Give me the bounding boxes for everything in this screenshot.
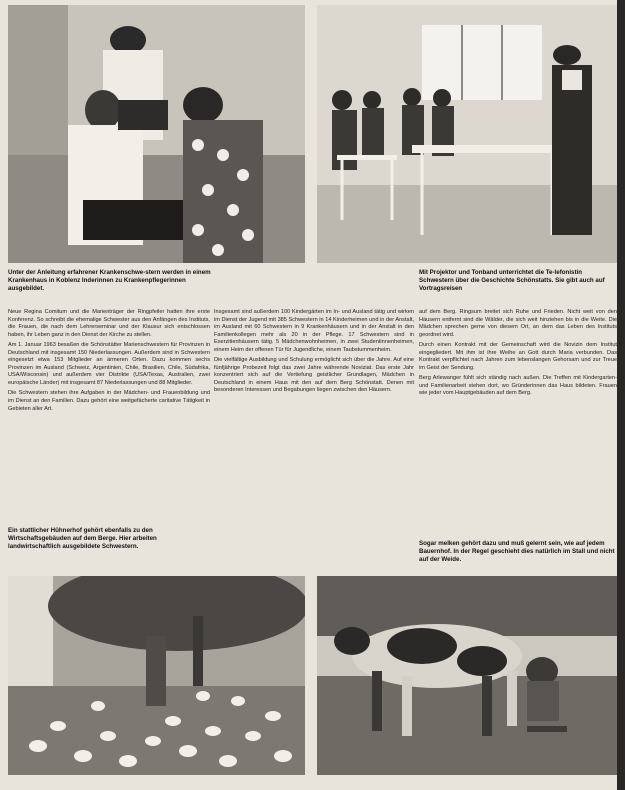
- photo-nurse-training: [8, 5, 305, 263]
- photo-cow-milking: [317, 576, 617, 775]
- photo-classroom: [317, 5, 617, 263]
- photo-nurse-training-image: [8, 5, 305, 263]
- text-column-left: [8, 309, 210, 524]
- paragraph: Neue Regina Comitum und die Marienträger der Ringpfeiler hatten ihre erste Konferenz. So schreibt die ehemalige Schwester aus den Anfängen des Instituts, die Frauen, die nach dem Lehrerseminar und der Klausur sich entschlossen haben, ihr Leben ganz in den Dienst der Kirche zu stellen.: [8, 309, 210, 338]
- photo-chicken-yard: [8, 576, 305, 775]
- paragraph: Insgesamt sind außerdem 100 Kindergärten im In- und Ausland tätig und wirken im Dienst der Jugend mit 385 Schwestern in 14 Kinderheimen und in der Anstalt, im Ausland mit 60 Schwestern in 9 Krankenhäusern und in der Anstalt in den Familienkollegen mehr als 20 in der Pflege. 17 Schwestern sind in Exerzitienhäusern tätig. 5 Mädchenwohnheimen, in zwei Studentinnenheimen, einem Heim der offenen Tür für Jugendliche, einem Taubstummenheim.: [214, 309, 414, 353]
- caption-chicken-yard: Ein stattlicher Hühnerhof gehört ebenfalls zu den Wirtschaftsgebäuden auf dem Berge. Hier arbeiten landwirtschaftlich ausgebildete Schwestern.: [8, 527, 157, 551]
- text-column-middle: [214, 309, 414, 561]
- paragraph: Am 1. Januar 1963 besaßen die Schönstätter Marienschwestern für Provinzen in Deutschland mit insgesamt 150 Niederlassungen. Außerdem sind in Schwestern eingesetzt etwa 153 Mitglieder an ärmeren Orten. Dazu kommen sechs Provinzen im Ausland (Schweiz, Argentinien, Chile, Brasilien, Chile, Südafrika, USA/Wisconsin) und außerdem vier Distrikte (USA/Texas, Australien, zwei europäische Länder) mit insgesamt 87 Niederlassungen und 88 Mitglieder.: [8, 342, 210, 386]
- photo-classroom-image: [317, 5, 617, 263]
- caption-milking: Sogar melken gehört dazu und muß gelernt sein, wie auf jedem Bauernhof. In der Regel geschieht dies natürlich im Stall und nicht auf der Weide.: [419, 540, 615, 564]
- photo-chicken-yard-image: [8, 576, 305, 775]
- paragraph: Berg Arlewanger fühlt sich ständig nach außen. Die Treffen mit Kindergarten- und Familienarbeit stehen dort, wo Gründerinnen das Haus bildeten. Frauen wie jeder vom Hauptgebäuden auf dem Berg.: [419, 375, 617, 397]
- paragraph: Die vielfältige Ausbildung und Schulung ermöglicht sich über die Jahre. Auf eine fünfjährige Probezeit folgt das zwei Jahre währende Noviziat. Das erste Jahr konzentriert sich auf die Vertiefung geistlicher Grundlagen, Mädchen in Deutschland in einem Haus mit den auf dem Berg Schönstatt. Denen mit besonderen Interessen und Begabungen liegen zwischen den Häusern.: [214, 357, 414, 394]
- text-column-right: [419, 309, 617, 534]
- photo-cow-milking-image: [317, 576, 617, 775]
- paragraph: Durch einen Kontrakt mit der Gemeinschaft wird die Novizin dem Institut eingegliedert. Mit ihm ist ihre Weihe an Gott durch Maria verbunden. Das Kontrakt verpflichtet nach Jahren zum lebenslangen Gehorsam und zur Treue im Geist der Sendung.: [419, 342, 617, 371]
- paragraph: auf dem Berg. Ringsum breitet sich Ruhe und Frieden. Nicht weit von den Häusern entfernt sind die Wälder, die sich weit hinziehen bis in die Weite. Die Mädchen sprechen gerne von diesem Ort, an dem das Leben des Instituts geordnet wird.: [419, 309, 617, 338]
- caption-nurse-training: Unter der Anleitung erfahrener Krankenschwe-stern werden in einem Krankenhaus in Koblenz Inderinnen zu Krankenpflegerinnen ausgebildet.: [8, 269, 211, 293]
- caption-classroom: Mit Projektor und Tonband unterrichtet die Te-lefonistin Schwestern über die Geschichte Schönstatts. Sie gibt auch auf Vortragsreisen: [419, 269, 605, 293]
- page-edge: [617, 0, 625, 790]
- paragraph: Die Schwestern stehen ihre Aufgaben in der Mädchen- und Frauenbildung und im Dienst an den Familien. Dazu gehört eine weitgefächerte caritative Tätigkeit in Gebieten aller Art.: [8, 390, 210, 412]
